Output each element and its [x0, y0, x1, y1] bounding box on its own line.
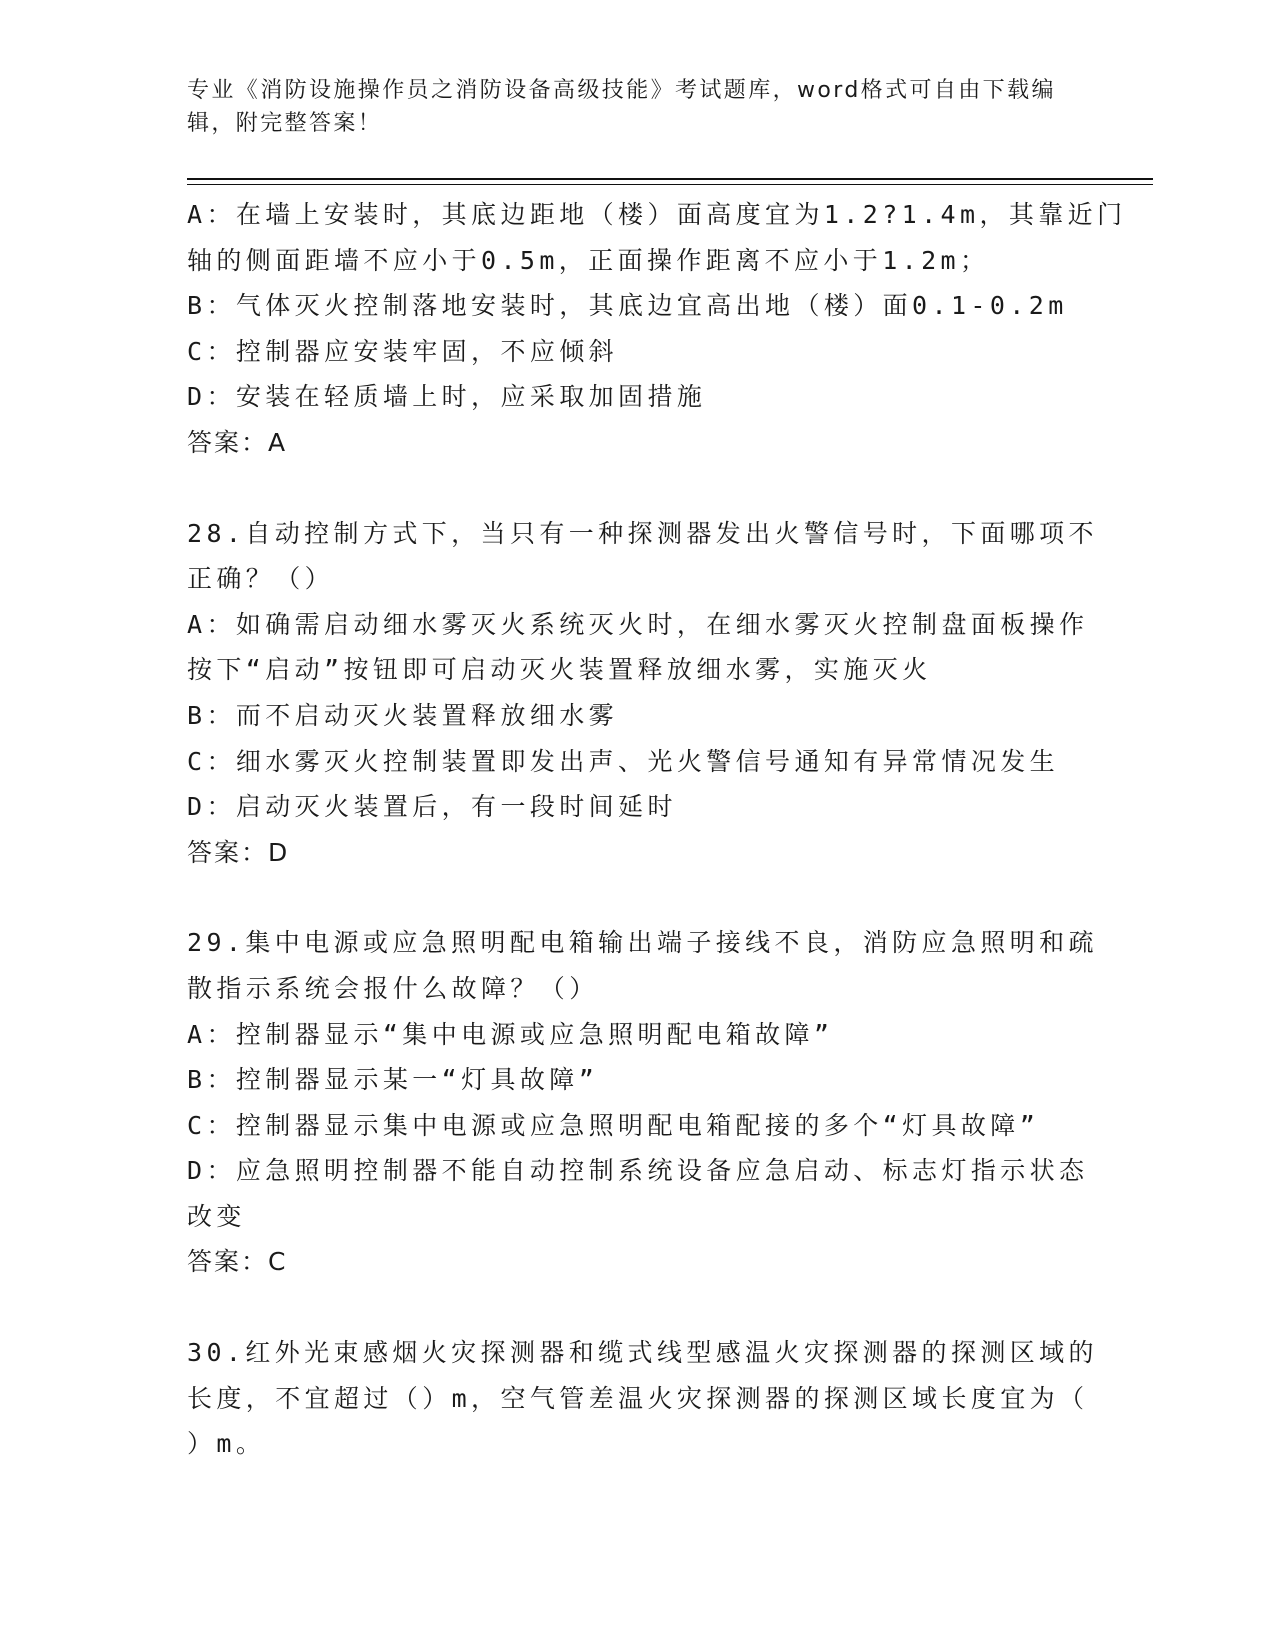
q28-stem-line-2: 正确？（） [187, 564, 335, 594]
q29-stem-line-1: 29.集中电源或应急照明配电箱输出端子接线不良，消防应急照明和疏 [187, 928, 1098, 958]
q27-option-d: D：安装在轻质墙上时，应采取加固措施 [187, 382, 707, 412]
q29-answer: 答案：C [187, 1247, 288, 1277]
q29-option-c: C：控制器显示集中电源或应急照明配电箱配接的多个“灯具故障” [187, 1110, 1040, 1140]
q28-option-b: B：而不启动灭火装置释放细水雾 [187, 700, 619, 730]
header-line-2: 辑，附完整答案！ [187, 111, 383, 136]
q30-stem-line-3: ）m。 [187, 1429, 266, 1459]
q29-option-b: B：控制器显示某一“灯具故障” [187, 1065, 599, 1095]
q28-option-c: C：细水雾灭火控制装置即发出声、光火警信号通知有异常情况发生 [187, 746, 1060, 776]
question-27 [187, 192, 1127, 466]
q27-option-c: C：控制器应安装牢固，不应倾斜 [187, 336, 619, 366]
header-line-1: 专业《消防设施操作员之消防设备高级技能》考试题库，word格式可自由下载编 [187, 78, 1056, 103]
q27-answer: 答案：A [187, 427, 288, 457]
question-28 [187, 511, 1098, 876]
q28-answer: 答案：D [187, 837, 290, 867]
question-30 [187, 1330, 1098, 1467]
q29-stem-line-2: 散指示系统会报什么故障？（） [187, 973, 599, 1003]
q30-stem-line-1: 30.红外光束感烟火灾探测器和缆式线型感温火灾探测器的探测区域的 [187, 1338, 1098, 1368]
q27-option-b: B：气体灭火控制落地安装时，其底边宜高出地（楼）面0.1-0.2m [187, 291, 1068, 321]
q29-option-d-line-2: 改变 [187, 1201, 246, 1231]
question-29 [187, 920, 1098, 1285]
header-rule-thick [187, 178, 1153, 180]
q29-option-d-line-1: D：应急照明控制器不能自动控制系统设备应急启动、标志灯指示状态 [187, 1156, 1089, 1186]
question-content [187, 192, 1127, 1467]
q28-option-a-line-1: A：如确需启动细水雾灭火系统灭火时，在细水雾灭火控制盘面板操作 [187, 609, 1089, 639]
q28-stem-line-1: 28.自动控制方式下，当只有一种探测器发出火警信号时，下面哪项不 [187, 518, 1098, 548]
q30-stem-line-2: 长度，不宜超过（）m，空气管差温火灾探测器的探测区域长度宜为（ [187, 1383, 1089, 1413]
q27-option-a-line-2: 轴的侧面距墙不应小于0.5m，正面操作距离不应小于1.2m； [187, 245, 990, 275]
header-rule-thin [187, 184, 1153, 185]
q27-option-a-line-1: A：在墙上安装时，其底边距地（楼）面高度宜为1.2?1.4m，其靠近门 [187, 200, 1127, 229]
q28-option-d: D：启动灭火装置后，有一段时间延时 [187, 792, 677, 822]
q29-option-a: A：控制器显示“集中电源或应急照明配电箱故障” [187, 1019, 834, 1049]
q28-option-a-line-2: 按下“启动”按钮即可启动灭火装置释放细水雾，实施灭火 [187, 655, 932, 685]
document-header [187, 74, 1087, 140]
